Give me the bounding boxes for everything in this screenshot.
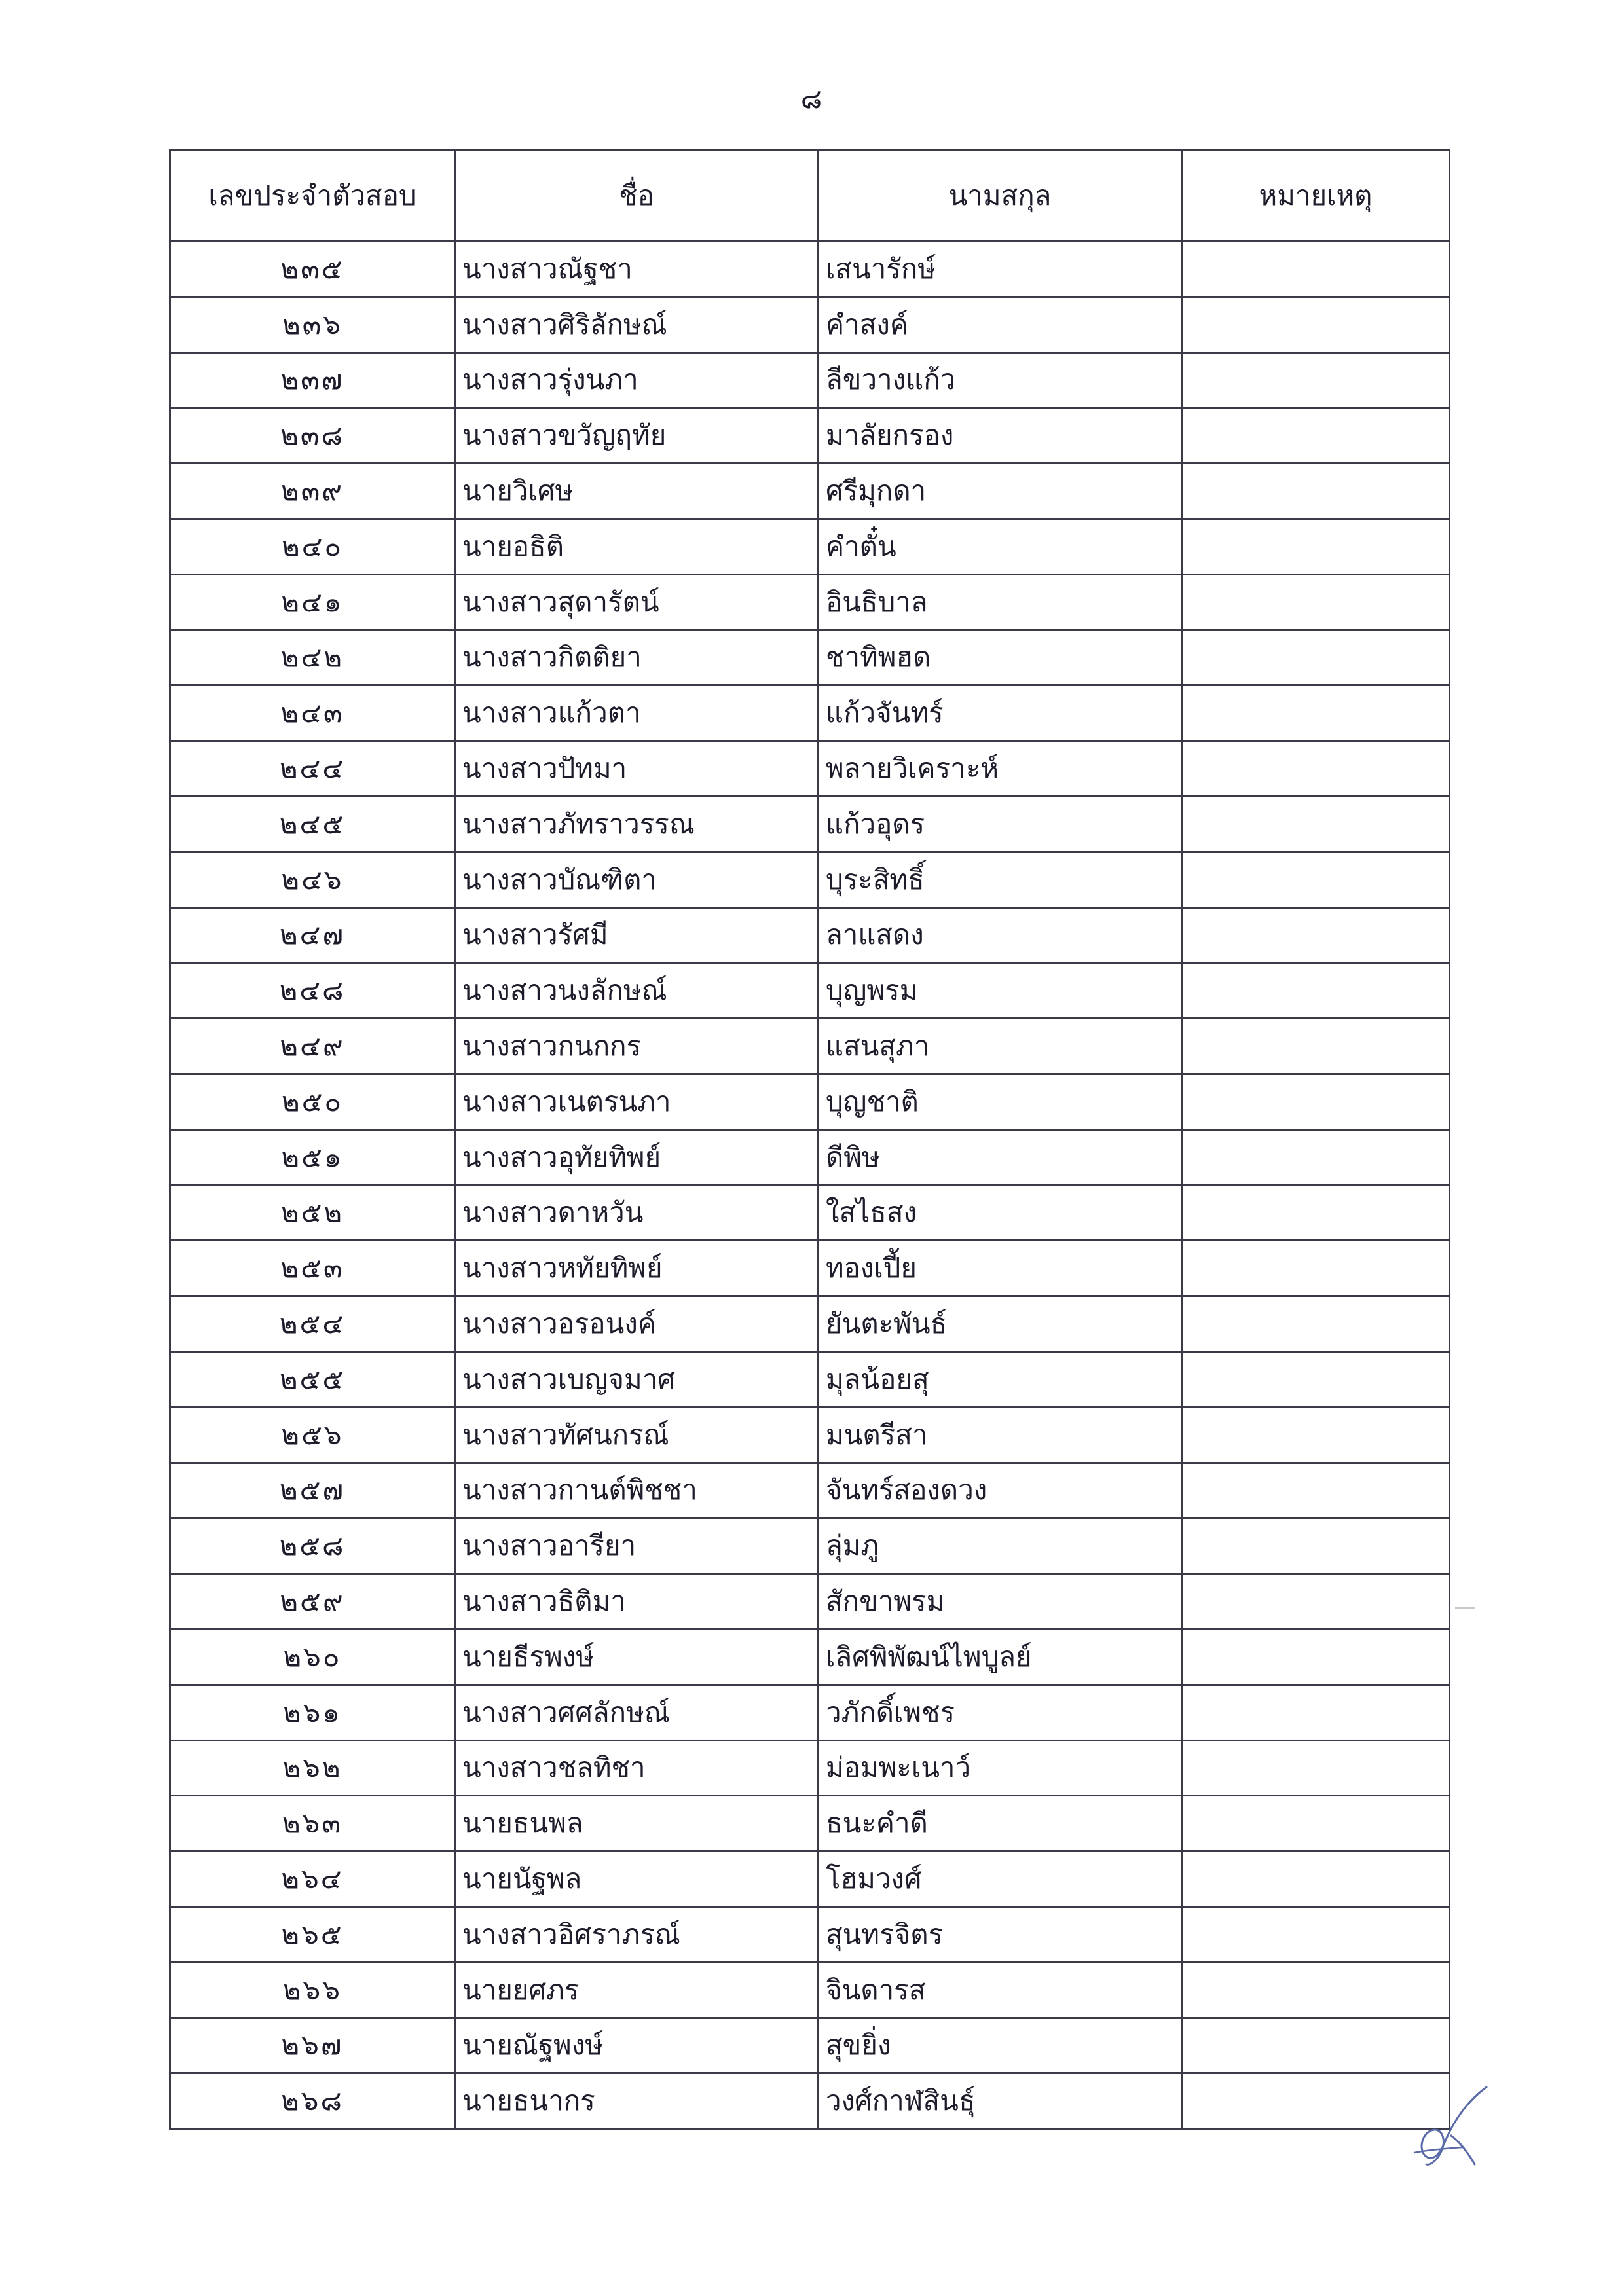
surname-cell: เลิศพิพัฒน์ไพบูลย์ [819, 1629, 1182, 1685]
table-row [170, 1351, 1450, 1407]
name-cell: นางสาวแก้วตา [455, 685, 819, 741]
exam-no-cell: ๒๓๖ [170, 297, 455, 352]
name-cell: นายธนพล [455, 1796, 819, 1851]
exam-no-cell: ๒๖๔ [170, 1851, 455, 1907]
surname-cell: ศรีมุกดา [819, 464, 1182, 519]
name-cell: นายยศภร [455, 1962, 819, 2018]
exam-no-cell: ๒๕๔ [170, 1296, 455, 1352]
surname-cell: พลายวิเคราะห์ [819, 741, 1182, 797]
table-row [170, 1407, 1450, 1463]
surname-cell: มาลัยกรอง [819, 408, 1182, 464]
surname-cell: แก้วจันทร์ [819, 685, 1182, 741]
remark-cell [1182, 408, 1450, 464]
table-row [170, 1185, 1450, 1241]
remark-cell [1182, 1129, 1450, 1185]
table-row [170, 408, 1450, 464]
header-surname: นามสกุล [819, 150, 1182, 242]
surname-cell: จันทร์สองดวง [819, 1463, 1182, 1518]
remark-cell [1182, 352, 1450, 408]
table-row [170, 1629, 1450, 1685]
name-cell: นายนัฐพล [455, 1851, 819, 1907]
exam-no-cell: ๒๔๗ [170, 907, 455, 963]
name-cell: นางสาวดาหวัน [455, 1185, 819, 1241]
table-row [170, 1463, 1450, 1518]
remark-cell [1182, 963, 1450, 1019]
exam-no-cell: ๒๕๐ [170, 1074, 455, 1129]
name-cell: นางสาวภัทราวรรณ [455, 796, 819, 852]
exam-no-cell: ๒๖๓ [170, 1796, 455, 1851]
exam-no-cell: ๒๔๘ [170, 963, 455, 1019]
name-cell: นางสาวศิริลักษณ์ [455, 297, 819, 352]
surname-cell: โฮมวงศ์ [819, 1851, 1182, 1907]
exam-no-cell: ๒๓๙ [170, 464, 455, 519]
surname-cell: ยันตะพันธ์ [819, 1296, 1182, 1352]
table-header-row [170, 150, 1450, 242]
remark-cell [1182, 1463, 1450, 1518]
name-cell: นางสาวปัทมา [455, 741, 819, 797]
exam-no-cell: ๒๕๖ [170, 1407, 455, 1463]
surname-cell: เสนารักษ์ [819, 242, 1182, 297]
surname-cell: บุระสิทธิ์ [819, 852, 1182, 907]
remark-cell [1182, 1906, 1450, 1962]
remark-cell [1182, 2018, 1450, 2073]
remark-cell [1182, 1296, 1450, 1352]
exam-no-cell: ๒๔๕ [170, 796, 455, 852]
table-row [170, 1019, 1450, 1074]
name-cell: นางสาวณัฐชา [455, 242, 819, 297]
exam-no-cell: ๒๕๙ [170, 1574, 455, 1630]
remark-cell [1182, 574, 1450, 630]
remark-cell [1182, 1740, 1450, 1796]
remark-cell [1182, 297, 1450, 352]
name-cell: นางสาวธิติมา [455, 1574, 819, 1630]
name-cell: นางสาวศศลักษณ์ [455, 1685, 819, 1740]
surname-cell: วงศ์กาฬสินธุ์ [819, 2073, 1182, 2129]
remark-cell [1182, 1019, 1450, 1074]
exam-no-cell: ๒๖๒ [170, 1740, 455, 1796]
surname-cell: บุญพรม [819, 963, 1182, 1019]
remark-cell [1182, 852, 1450, 907]
page-number: ๘ [800, 82, 824, 115]
exam-no-cell: ๒๔๙ [170, 1019, 455, 1074]
exam-no-cell: ๒๕๗ [170, 1463, 455, 1518]
table-row [170, 1906, 1450, 1962]
exam-no-cell: ๒๖๘ [170, 2073, 455, 2129]
exam-no-cell: ๒๖๖ [170, 1962, 455, 2018]
surname-cell: วภักดิ์เพชร [819, 1685, 1182, 1740]
exam-no-cell: ๒๖๕ [170, 1906, 455, 1962]
table-row [170, 1129, 1450, 1185]
surname-cell: คำสงค์ [819, 297, 1182, 352]
surname-cell: ลาแสดง [819, 907, 1182, 963]
remark-cell [1182, 1407, 1450, 1463]
table-row [170, 2018, 1450, 2073]
name-cell: นางสาวเนตรนภา [455, 1074, 819, 1129]
table-row [170, 297, 1450, 352]
name-cell: นางสาวสุดารัตน์ [455, 574, 819, 630]
remark-cell [1182, 630, 1450, 685]
name-cell: นางสาวบัณฑิตา [455, 852, 819, 907]
remark-cell [1182, 1574, 1450, 1630]
table-row [170, 519, 1450, 574]
exam-no-cell: ๒๕๑ [170, 1129, 455, 1185]
table-row [170, 796, 1450, 852]
scan-edge-mark [1455, 1607, 1475, 1609]
surname-cell: ใสไธสง [819, 1185, 1182, 1241]
exam-no-cell: ๒๓๕ [170, 242, 455, 297]
table-row [170, 242, 1450, 297]
exam-no-cell: ๒๕๒ [170, 1185, 455, 1241]
table-row [170, 907, 1450, 963]
remark-cell [1182, 1518, 1450, 1574]
surname-cell: จินดารส [819, 1962, 1182, 2018]
header-name: ชื่อ [455, 150, 819, 242]
surname-cell: มนตรีสา [819, 1407, 1182, 1463]
surname-cell: สุขยิ่ง [819, 2018, 1182, 2073]
exam-no-cell: ๒๔๖ [170, 852, 455, 907]
surname-cell: คำตั๋น [819, 519, 1182, 574]
name-cell: นางสาวอรอนงค์ [455, 1296, 819, 1352]
exam-no-cell: ๒๔๑ [170, 574, 455, 630]
exam-no-cell: ๒๔๔ [170, 741, 455, 797]
remark-cell [1182, 685, 1450, 741]
table-row [170, 1796, 1450, 1851]
remark-cell [1182, 1629, 1450, 1685]
name-cell: นางสาวอารียา [455, 1518, 819, 1574]
table-row [170, 464, 1450, 519]
table-row [170, 1296, 1450, 1352]
remark-cell [1182, 519, 1450, 574]
remark-cell [1182, 1851, 1450, 1907]
surname-cell: บุญชาติ [819, 1074, 1182, 1129]
name-cell: นายธีรพงษ์ [455, 1629, 819, 1685]
name-cell: นายวิเศษ [455, 464, 819, 519]
remark-cell [1182, 464, 1450, 519]
surname-cell: แสนสุภา [819, 1019, 1182, 1074]
name-cell: นางสาวรุ่งนภา [455, 352, 819, 408]
table-row [170, 630, 1450, 685]
table-row [170, 852, 1450, 907]
candidate-roster-table [169, 149, 1450, 2130]
name-cell: นางสาวทัศนกรณ์ [455, 1407, 819, 1463]
name-cell: นายอธิติ [455, 519, 819, 574]
table-row [170, 352, 1450, 408]
table-row [170, 2073, 1450, 2129]
surname-cell: สักขาพรม [819, 1574, 1182, 1630]
exam-no-cell: ๒๓๗ [170, 352, 455, 408]
remark-cell [1182, 1962, 1450, 2018]
table-row [170, 1518, 1450, 1574]
exam-no-cell: ๒๕๘ [170, 1518, 455, 1574]
name-cell: นางสาวอุทัยทิพย์ [455, 1129, 819, 1185]
surname-cell: มุลน้อยสุ [819, 1351, 1182, 1407]
exam-no-cell: ๒๓๘ [170, 408, 455, 464]
name-cell: นางสาวอิศราภรณ์ [455, 1906, 819, 1962]
surname-cell: สุนทรจิตร [819, 1906, 1182, 1962]
name-cell: นางสาวรัศมี [455, 907, 819, 963]
remark-cell [1182, 741, 1450, 797]
remark-cell [1182, 1074, 1450, 1129]
surname-cell: ชาทิพฮด [819, 630, 1182, 685]
remark-cell [1182, 1796, 1450, 1851]
header-exam-no: เลขประจำตัวสอบ [170, 150, 455, 242]
name-cell: นางสาวนงลักษณ์ [455, 963, 819, 1019]
table-row [170, 1574, 1450, 1630]
surname-cell: ลุ่มภู [819, 1518, 1182, 1574]
table-row [170, 1740, 1450, 1796]
table-row [170, 741, 1450, 797]
name-cell: นายณัฐพงษ์ [455, 2018, 819, 2073]
surname-cell: ลีขวางแก้ว [819, 352, 1182, 408]
table-row [170, 1241, 1450, 1296]
remark-cell [1182, 242, 1450, 297]
surname-cell: ทองเปี้ย [819, 1241, 1182, 1296]
name-cell: นางสาวชลทิชา [455, 1740, 819, 1796]
exam-no-cell: ๒๔๓ [170, 685, 455, 741]
remark-cell [1182, 907, 1450, 963]
surname-cell: ม่อมพะเนาว์ [819, 1740, 1182, 1796]
exam-no-cell: ๒๖๐ [170, 1629, 455, 1685]
name-cell: นางสาวเบญจมาศ [455, 1351, 819, 1407]
remark-cell [1182, 1185, 1450, 1241]
table-row [170, 1685, 1450, 1740]
surname-cell: ธนะคำดี [819, 1796, 1182, 1851]
name-cell: นางสาวกนกกร [455, 1019, 819, 1074]
table-row [170, 574, 1450, 630]
surname-cell: ดีพิษ [819, 1129, 1182, 1185]
remark-cell [1182, 1685, 1450, 1740]
table-row [170, 685, 1450, 741]
remark-cell [1182, 1351, 1450, 1407]
remark-cell [1182, 796, 1450, 852]
remark-cell [1182, 1241, 1450, 1296]
exam-no-cell: ๒๖๗ [170, 2018, 455, 2073]
exam-no-cell: ๒๔๐ [170, 519, 455, 574]
name-cell: นางสาวกิตติยา [455, 630, 819, 685]
surname-cell: อินธิบาล [819, 574, 1182, 630]
table-row [170, 963, 1450, 1019]
header-remark: หมายเหตุ [1182, 150, 1450, 242]
table-row [170, 1851, 1450, 1907]
exam-no-cell: ๒๖๑ [170, 1685, 455, 1740]
name-cell: นายธนากร [455, 2073, 819, 2129]
name-cell: นางสาวหทัยทิพย์ [455, 1241, 819, 1296]
exam-no-cell: ๒๔๒ [170, 630, 455, 685]
table-body [170, 242, 1450, 2129]
name-cell: นางสาวขวัญฤทัย [455, 408, 819, 464]
exam-no-cell: ๒๕๕ [170, 1351, 455, 1407]
signature-mark [1388, 2075, 1519, 2174]
name-cell: นางสาวกานต์พิชชา [455, 1463, 819, 1518]
surname-cell: แก้วอุดร [819, 796, 1182, 852]
table-row [170, 1962, 1450, 2018]
exam-no-cell: ๒๕๓ [170, 1241, 455, 1296]
table-row [170, 1074, 1450, 1129]
